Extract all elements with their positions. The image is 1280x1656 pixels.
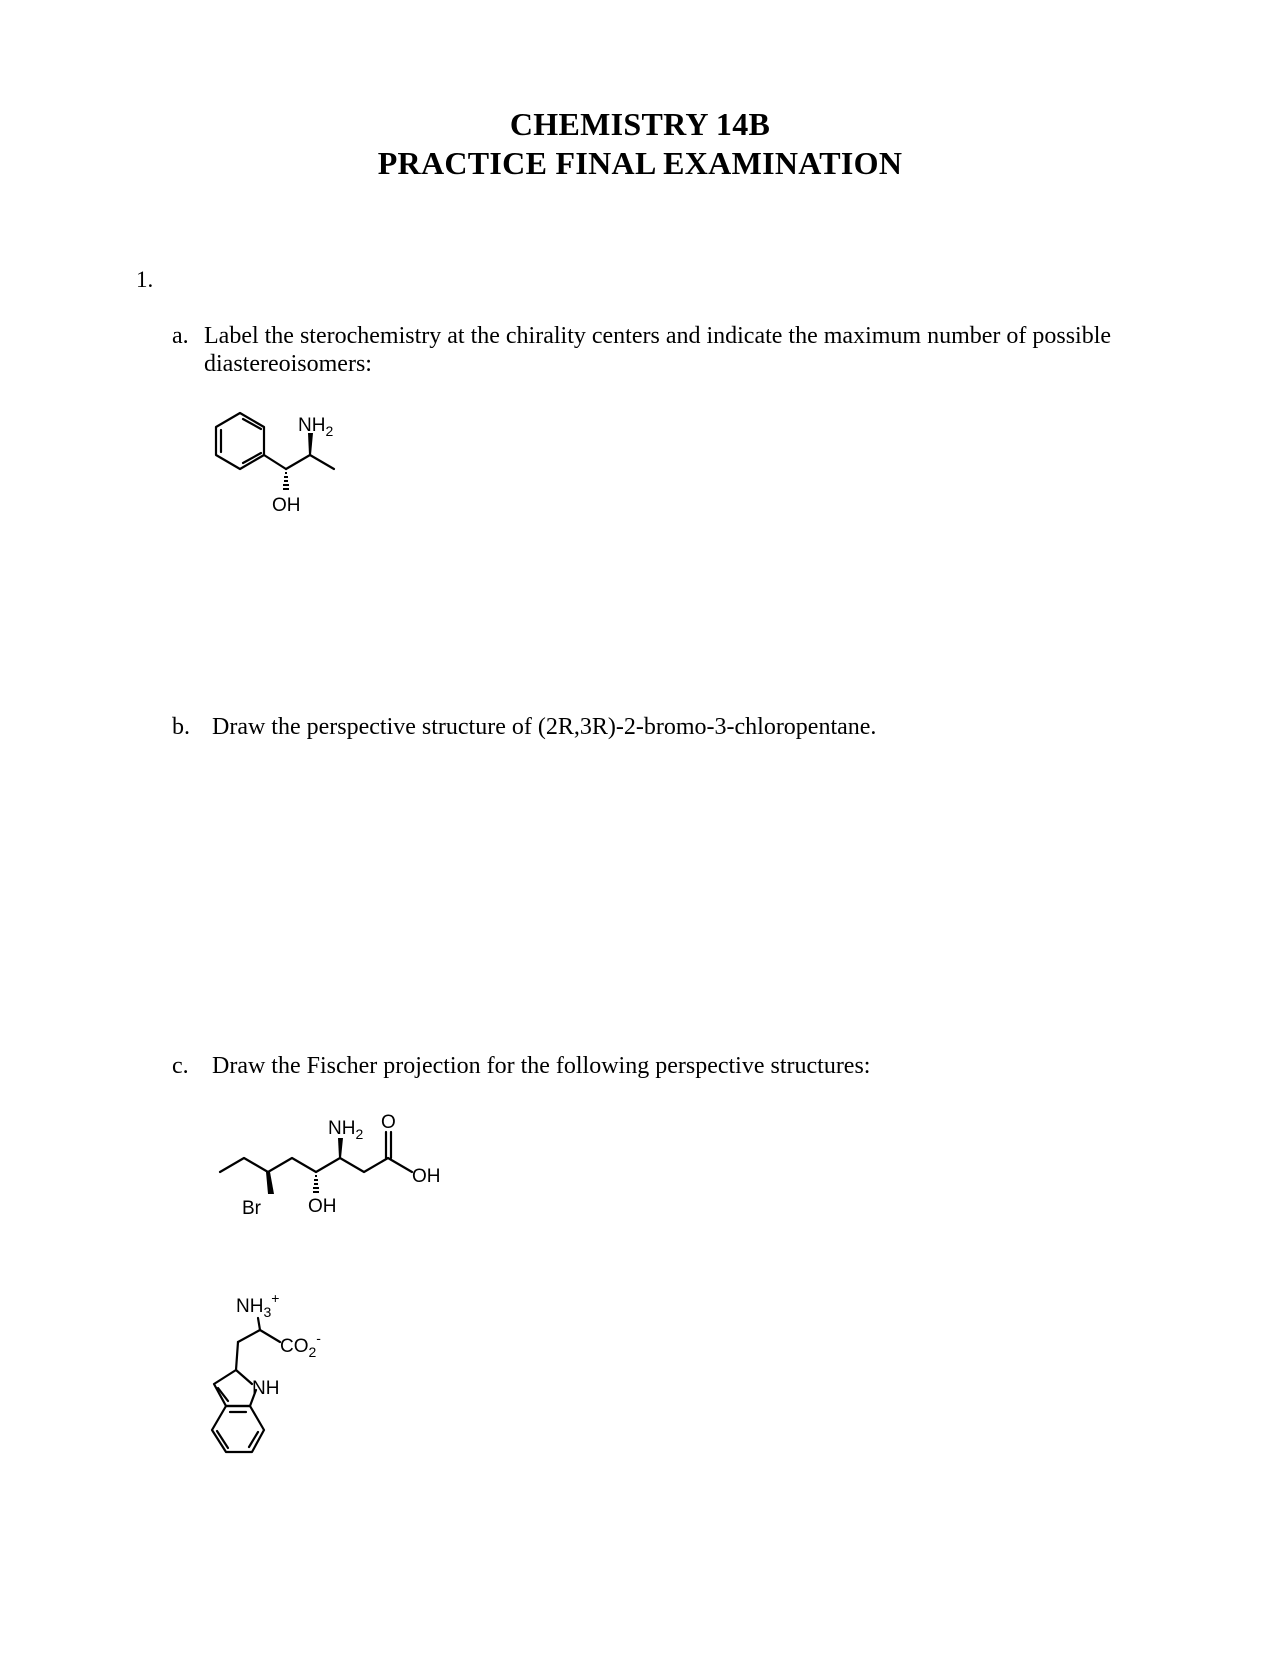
nh3-label: $NH_3^+$ (236, 1290, 280, 1320)
co2-label: $CO_2^-$ (280, 1330, 321, 1360)
wedge-bond (338, 1138, 343, 1158)
question-part-b (172, 713, 1112, 741)
part-c-text: Draw the Fischer projection for the following perspective structures: (212, 1053, 871, 1079)
hashed-bond (313, 1176, 319, 1192)
hashed-bond (283, 473, 289, 489)
carbonyl-o-label: O (381, 1112, 396, 1133)
oh-label: OH (272, 495, 301, 516)
structure-bromo-amino-acid (210, 1110, 490, 1220)
nh2-label: $NH_2$ (298, 415, 334, 439)
part-a-text: Label the sterochemistry at the chirality centers and indicate the maximum number of possible diastereoisomers: (204, 323, 1112, 377)
part-a-letter: a. (172, 323, 189, 349)
oh-label: OH (308, 1196, 337, 1217)
question-part-a (172, 322, 1112, 378)
acid-oh-label: OH (412, 1166, 441, 1187)
br-label: Br (242, 1198, 261, 1219)
nh-label: NH (252, 1378, 280, 1399)
question-number: 1. (136, 267, 154, 292)
part-b-letter: b. (172, 714, 190, 740)
structure-tryptophan (200, 1280, 380, 1480)
wedge-bond (308, 433, 313, 455)
exam-title: PRACTICE FINAL EXAMINATION (377, 145, 903, 181)
wedge-bond (266, 1172, 274, 1194)
part-b-text: Draw the perspective structure of (2R,3R)-2-bromo-3-chloropentane. (212, 714, 877, 740)
benzene-ring (216, 413, 264, 469)
nh2-label: $NH_2$ (328, 1118, 364, 1142)
course-title: CHEMISTRY 14B (509, 106, 771, 142)
structure-amino-alcohol (200, 405, 400, 525)
question-part-c (172, 1052, 1112, 1080)
part-c-letter: c. (172, 1053, 189, 1079)
